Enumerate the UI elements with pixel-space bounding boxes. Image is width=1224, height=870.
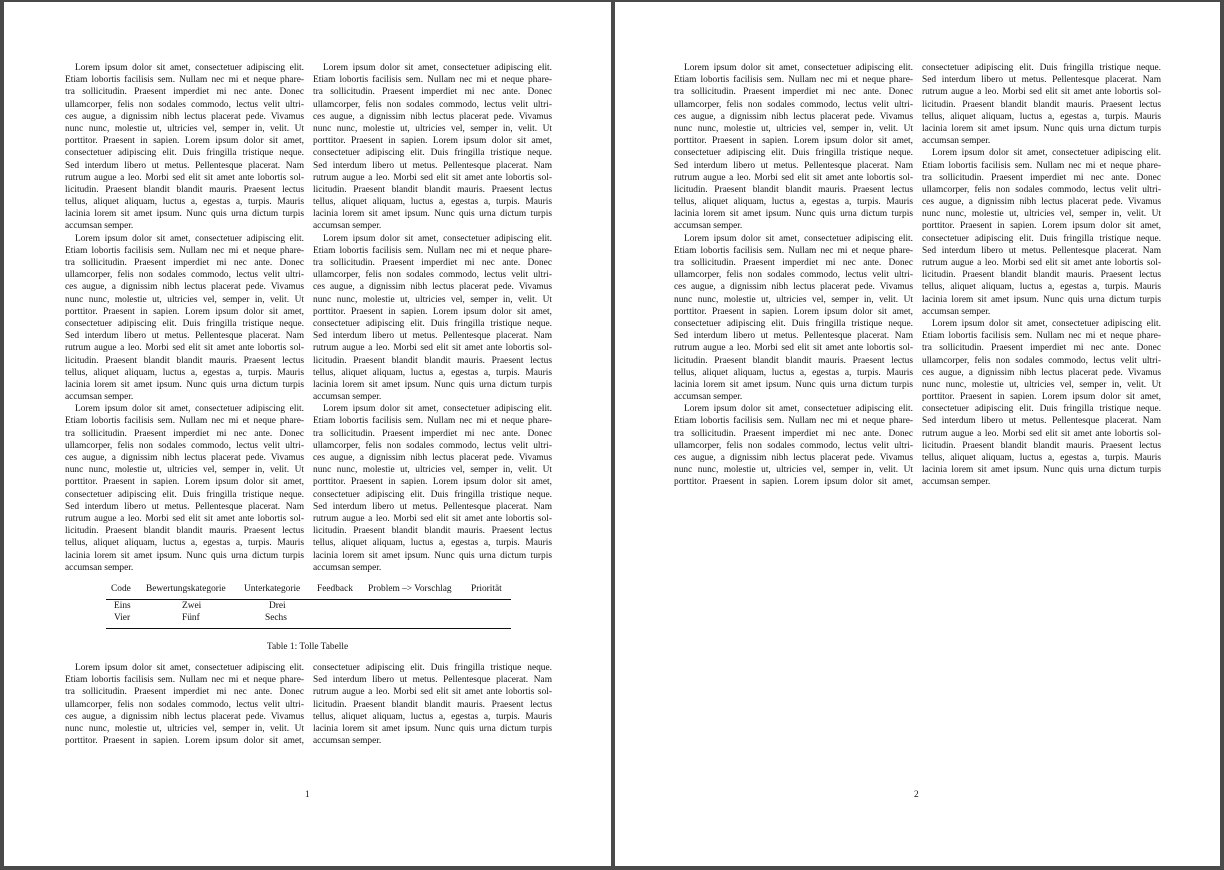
text-line: consectetuer adipiscing elit. Duis fringilla tristique neque. bbox=[65, 489, 304, 500]
text-line: tra sollicitudin. Praesent imperdiet mi nec ante. Donec bbox=[65, 87, 304, 98]
text-line: Sed interdum libero ut metus. Pellentesque placerat. Nam bbox=[313, 331, 552, 342]
table-cell: Fünf bbox=[182, 613, 200, 623]
text-line: nunc nunc, molestie ut, ultricies vel, semper in, velit. Ut bbox=[674, 294, 913, 305]
text-line: tellus, aliquet aliquam, luctus a, egestas a, turpis. Mauris bbox=[313, 367, 552, 378]
text-line: tellus, aliquet aliquam, luctus a, egestas a, turpis. Mauris bbox=[65, 197, 304, 208]
text-line: rutrum augue a leo. Morbi sed elit sit amet ante lobortis sol- bbox=[922, 258, 1161, 268]
text-line: nunc nunc, molestie ut, ultricies vel, semper in, velit. Ut bbox=[65, 465, 304, 476]
table-header-cell: Feedback bbox=[317, 584, 353, 594]
text-line: nunc nunc, molestie ut, ultricies vel, semper in, velit. Ut bbox=[313, 123, 552, 134]
text-line: ces augue, a dignissim nibh lectus placerat pede. Vivamus bbox=[674, 453, 913, 463]
text-line: Lorem ipsum dolor sit amet, consectetuer adipiscing elit. bbox=[75, 233, 304, 244]
text-line: ullamcorper, felis non sodales commodo, lectus velit ultri- bbox=[922, 355, 1161, 366]
page-1-left-column bbox=[65, 62, 304, 574]
text-line: Lorem ipsum dolor sit amet, consectetuer adipiscing elit. bbox=[932, 148, 1161, 159]
text-line: accumsan semper. bbox=[674, 392, 743, 403]
text-line: rutrum augue a leo. Morbi sed elit sit amet ante lobortis sol- bbox=[313, 172, 552, 183]
text-line: ces augue, a dignissim nibh lectus placerat pede. Vivamus bbox=[65, 711, 304, 722]
text-line: tra sollicitudin. Praesent imperdiet mi nec ante. Donec bbox=[65, 258, 304, 268]
table-header-row bbox=[106, 584, 511, 596]
text-line: Sed interdum libero ut metus. Pellentesque placerat. Nam bbox=[313, 675, 552, 686]
text-line: Sed interdum libero ut metus. Pellentesque placerat. Nam bbox=[922, 416, 1161, 427]
text-line: Lorem ipsum dolor sit amet, consectetuer adipiscing elit. bbox=[75, 663, 304, 673]
text-line: licitudin. Praesent blandit blandit mauris. Praesent lectus bbox=[313, 699, 552, 710]
table-header-cell: Unterkategorie bbox=[244, 584, 301, 594]
page-2-right-column bbox=[922, 62, 1161, 489]
text-line: accumsan semper. bbox=[922, 306, 991, 317]
text-line: Sed interdum libero ut metus. Pellentesque placerat. Nam bbox=[674, 331, 913, 342]
text-line: licitudin. Praesent blandit blandit mauris. Praesent lectus bbox=[65, 355, 304, 366]
text-line: Etiam lobortis facilisis sem. Nullam nec mi et neque phare- bbox=[313, 75, 552, 86]
text-line: porttitor. Praesent in sapien. Lorem ipsum dolor sit amet, bbox=[922, 392, 1161, 403]
text-line: nunc nunc, molestie ut, ultricies vel, semper in, velit. Ut bbox=[674, 123, 913, 134]
text-line: Sed interdum libero ut metus. Pellentesque placerat. Nam bbox=[65, 160, 304, 171]
text-line: accumsan semper. bbox=[313, 736, 382, 747]
text-line: lacinia lorem sit amet ipsum. Nunc quis urna dictum turpis bbox=[922, 465, 1161, 476]
table-header-cell: Priorität bbox=[471, 584, 502, 594]
text-line: porttitor. Praesent in sapien. Lorem ipsum dolor sit amet, bbox=[65, 477, 304, 488]
text-line: porttitor. Praesent in sapien. Lorem ipsum dolor sit amet, bbox=[65, 736, 304, 747]
text-line: consectetuer adipiscing elit. Duis fringilla tristique neque. bbox=[65, 318, 304, 329]
table-cell: Zwei bbox=[182, 601, 202, 611]
text-line: accumsan semper. bbox=[65, 562, 134, 573]
text-line: tra sollicitudin. Praesent imperdiet mi nec ante. Donec bbox=[313, 258, 552, 268]
text-line: licitudin. Praesent blandit blandit mauris. Praesent lectus bbox=[922, 270, 1161, 281]
table-cell: Sechs bbox=[265, 613, 287, 623]
text-line: Etiam lobortis facilisis sem. Nullam nec mi et neque phare- bbox=[65, 75, 304, 86]
text-line: porttitor. Praesent in sapien. Lorem ipsum dolor sit amet, bbox=[674, 136, 913, 147]
text-line: ces augue, a dignissim nibh lectus placerat pede. Vivamus bbox=[674, 111, 913, 122]
text-line: ces augue, a dignissim nibh lectus placerat pede. Vivamus bbox=[313, 111, 552, 122]
text-line: Lorem ipsum dolor sit amet, consectetuer adipiscing elit. bbox=[932, 318, 1161, 329]
text-line: ullamcorper, felis non sodales commodo, lectus velit ultri- bbox=[674, 270, 913, 281]
text-line: accumsan semper. bbox=[313, 221, 382, 232]
text-line: lacinia lorem sit amet ipsum. Nunc quis urna dictum turpis bbox=[65, 550, 304, 561]
text-line: nunc nunc, molestie ut, ultricies vel, semper in, velit. Ut bbox=[922, 209, 1161, 220]
text-line: Etiam lobortis facilisis sem. Nullam nec mi et neque phare- bbox=[674, 416, 913, 427]
table-bottom-rule bbox=[106, 628, 511, 629]
text-line: porttitor. Praesent in sapien. Lorem ipsum dolor sit amet, bbox=[65, 306, 304, 317]
text-line: tellus, aliquet aliquam, luctus a, egestas a, turpis. Mauris bbox=[922, 282, 1161, 293]
page-1-right-column bbox=[313, 62, 552, 574]
text-line: accumsan semper. bbox=[922, 136, 991, 147]
text-line: Lorem ipsum dolor sit amet, consectetuer adipiscing elit. bbox=[323, 404, 552, 415]
text-line: porttitor. Praesent in sapien. Lorem ipsum dolor sit amet, bbox=[313, 477, 552, 488]
text-line: tellus, aliquet aliquam, luctus a, egestas a, turpis. Mauris bbox=[313, 538, 552, 549]
text-line: accumsan semper. bbox=[922, 477, 991, 488]
text-line: Etiam lobortis facilisis sem. Nullam nec mi et neque phare- bbox=[674, 245, 913, 256]
text-line: consectetuer adipiscing elit. Duis fringilla tristique neque. bbox=[65, 148, 304, 159]
text-line: consectetuer adipiscing elit. Duis fringilla tristique neque. bbox=[313, 663, 552, 673]
table-cell: Eins bbox=[114, 601, 131, 611]
text-line: rutrum augue a leo. Morbi sed elit sit amet ante lobortis sol- bbox=[313, 687, 552, 698]
text-line: tellus, aliquet aliquam, luctus a, egestas a, turpis. Mauris bbox=[674, 367, 913, 378]
text-line: tra sollicitudin. Praesent imperdiet mi nec ante. Donec bbox=[674, 87, 913, 98]
text-line: porttitor. Praesent in sapien. Lorem ipsum dolor sit amet, bbox=[674, 306, 913, 317]
text-line: lacinia lorem sit amet ipsum. Nunc quis urna dictum turpis bbox=[674, 379, 913, 390]
text-line: Etiam lobortis facilisis sem. Nullam nec mi et neque phare- bbox=[922, 331, 1161, 342]
text-line: licitudin. Praesent blandit blandit mauris. Praesent lectus bbox=[313, 526, 552, 537]
text-line: porttitor. Praesent in sapien. Lorem ipsum dolor sit amet, bbox=[313, 136, 552, 147]
text-line: porttitor. Praesent in sapien. Lorem ipsum dolor sit amet, bbox=[65, 136, 304, 147]
text-line: ullamcorper, felis non sodales commodo, lectus velit ultri- bbox=[313, 440, 552, 451]
text-line: ullamcorper, felis non sodales commodo, lectus velit ultri- bbox=[674, 440, 913, 451]
text-line: Sed interdum libero ut metus. Pellentesque placerat. Nam bbox=[65, 501, 304, 512]
text-line: tra sollicitudin. Praesent imperdiet mi nec ante. Donec bbox=[65, 428, 304, 439]
text-line: nunc nunc, molestie ut, ultricies vel, semper in, velit. Ut bbox=[65, 123, 304, 134]
text-line: tra sollicitudin. Praesent imperdiet mi nec ante. Donec bbox=[674, 428, 913, 439]
text-line: Lorem ipsum dolor sit amet, consectetuer adipiscing elit. bbox=[684, 233, 913, 244]
text-line: Lorem ipsum dolor sit amet, consectetuer adipiscing elit. bbox=[684, 404, 913, 415]
text-line: tellus, aliquet aliquam, luctus a, egestas a, turpis. Mauris bbox=[65, 538, 304, 549]
text-line: ces augue, a dignissim nibh lectus placerat pede. Vivamus bbox=[313, 282, 552, 293]
text-line: Etiam lobortis facilisis sem. Nullam nec mi et neque phare- bbox=[922, 160, 1161, 171]
text-line: ces augue, a dignissim nibh lectus placerat pede. Vivamus bbox=[65, 111, 304, 122]
text-line: ullamcorper, felis non sodales commodo, lectus velit ultri- bbox=[313, 270, 552, 281]
text-line: licitudin. Praesent blandit blandit mauris. Praesent lectus bbox=[674, 184, 913, 195]
table-caption: Table 1: Tolle Tabelle bbox=[266, 642, 349, 652]
text-line: nunc nunc, molestie ut, ultricies vel, semper in, velit. Ut bbox=[65, 294, 304, 305]
text-line: licitudin. Praesent blandit blandit mauris. Praesent lectus bbox=[313, 355, 552, 366]
text-line: ullamcorper, felis non sodales commodo, lectus velit ultri- bbox=[65, 699, 304, 710]
text-line: Sed interdum libero ut metus. Pellentesque placerat. Nam bbox=[313, 501, 552, 512]
text-line: tra sollicitudin. Praesent imperdiet mi nec ante. Donec bbox=[674, 258, 913, 268]
page-number: 2 bbox=[914, 790, 919, 800]
text-line: Etiam lobortis facilisis sem. Nullam nec mi et neque phare- bbox=[65, 416, 304, 427]
page-number: 1 bbox=[305, 790, 310, 800]
text-line: rutrum augue a leo. Morbi sed elit sit amet ante lobortis sol- bbox=[65, 343, 304, 354]
text-line: lacinia lorem sit amet ipsum. Nunc quis urna dictum turpis bbox=[313, 550, 552, 561]
table-header-cell: Problem –> Vorschlag bbox=[368, 584, 452, 594]
text-line: lacinia lorem sit amet ipsum. Nunc quis urna dictum turpis bbox=[65, 379, 304, 390]
text-line: rutrum augue a leo. Morbi sed elit sit amet ante lobortis sol- bbox=[65, 513, 304, 524]
text-line: nunc nunc, molestie ut, ultricies vel, semper in, velit. Ut bbox=[674, 465, 913, 476]
text-line: consectetuer adipiscing elit. Duis fringilla tristique neque. bbox=[922, 233, 1161, 244]
text-line: lacinia lorem sit amet ipsum. Nunc quis urna dictum turpis bbox=[313, 723, 552, 734]
text-line: rutrum augue a leo. Morbi sed elit sit amet ante lobortis sol- bbox=[674, 343, 913, 354]
text-line: porttitor. Praesent in sapien. Lorem ipsum dolor sit amet, bbox=[674, 477, 913, 488]
text-line: tellus, aliquet aliquam, luctus a, egestas a, turpis. Mauris bbox=[674, 197, 913, 208]
text-line: accumsan semper. bbox=[313, 392, 382, 403]
text-line: ces augue, a dignissim nibh lectus placerat pede. Vivamus bbox=[922, 367, 1161, 378]
text-line: consectetuer adipiscing elit. Duis fringilla tristique neque. bbox=[313, 318, 552, 329]
text-line: consectetuer adipiscing elit. Duis fringilla tristique neque. bbox=[922, 63, 1161, 73]
text-line: ullamcorper, felis non sodales commodo, lectus velit ultri- bbox=[65, 440, 304, 451]
text-line: lacinia lorem sit amet ipsum. Nunc quis urna dictum turpis bbox=[313, 209, 552, 220]
text-line: licitudin. Praesent blandit blandit mauris. Praesent lectus bbox=[922, 440, 1161, 451]
text-line: Lorem ipsum dolor sit amet, consectetuer adipiscing elit. bbox=[323, 233, 552, 244]
text-line: Sed interdum libero ut metus. Pellentesque placerat. Nam bbox=[313, 160, 552, 171]
text-line: Sed interdum libero ut metus. Pellentesque placerat. Nam bbox=[65, 331, 304, 342]
text-line: porttitor. Praesent in sapien. Lorem ipsum dolor sit amet, bbox=[922, 221, 1161, 232]
text-line: porttitor. Praesent in sapien. Lorem ipsum dolor sit amet, bbox=[313, 306, 552, 317]
table-header-cell: Code bbox=[111, 584, 131, 594]
text-line: ces augue, a dignissim nibh lectus placerat pede. Vivamus bbox=[65, 282, 304, 293]
text-line: consectetuer adipiscing elit. Duis fringilla tristique neque. bbox=[674, 148, 913, 159]
text-line: licitudin. Praesent blandit blandit mauris. Praesent lectus bbox=[674, 355, 913, 366]
text-line: consectetuer adipiscing elit. Duis fringilla tristique neque. bbox=[922, 404, 1161, 415]
text-line: accumsan semper. bbox=[65, 392, 134, 403]
text-line: rutrum augue a leo. Morbi sed elit sit amet ante lobortis sol- bbox=[922, 428, 1161, 439]
text-line: tellus, aliquet aliquam, luctus a, egestas a, turpis. Mauris bbox=[313, 197, 552, 208]
text-line: licitudin. Praesent blandit blandit mauris. Praesent lectus bbox=[65, 526, 304, 537]
text-line: rutrum augue a leo. Morbi sed elit sit amet ante lobortis sol- bbox=[65, 172, 304, 183]
text-line: tra sollicitudin. Praesent imperdiet mi nec ante. Donec bbox=[65, 687, 304, 698]
text-line: Sed interdum libero ut metus. Pellentesque placerat. Nam bbox=[922, 75, 1161, 86]
text-line: ullamcorper, felis non sodales commodo, lectus velit ultri- bbox=[65, 99, 304, 110]
text-line: ullamcorper, felis non sodales commodo, lectus velit ultri- bbox=[313, 99, 552, 110]
text-line: ces augue, a dignissim nibh lectus placerat pede. Vivamus bbox=[922, 197, 1161, 208]
text-line: lacinia lorem sit amet ipsum. Nunc quis urna dictum turpis bbox=[65, 209, 304, 220]
page-1 bbox=[4, 2, 611, 866]
text-line: rutrum augue a leo. Morbi sed elit sit amet ante lobortis sol- bbox=[922, 87, 1161, 98]
text-line: accumsan semper. bbox=[65, 221, 134, 232]
text-line: tra sollicitudin. Praesent imperdiet mi nec ante. Donec bbox=[313, 428, 552, 439]
text-line: accumsan semper. bbox=[674, 221, 743, 232]
page-2 bbox=[615, 2, 1220, 866]
text-line: Etiam lobortis facilisis sem. Nullam nec mi et neque phare- bbox=[65, 675, 304, 686]
text-line: consectetuer adipiscing elit. Duis fringilla tristique neque. bbox=[674, 318, 913, 329]
text-line: consectetuer adipiscing elit. Duis fringilla tristique neque. bbox=[313, 489, 552, 500]
text-line: Lorem ipsum dolor sit amet, consectetuer adipiscing elit. bbox=[75, 404, 304, 415]
text-line: licitudin. Praesent blandit blandit mauris. Praesent lectus bbox=[65, 184, 304, 195]
text-line: tra sollicitudin. Praesent imperdiet mi nec ante. Donec bbox=[922, 343, 1161, 354]
text-line: rutrum augue a leo. Morbi sed elit sit amet ante lobortis sol- bbox=[313, 343, 552, 354]
text-line: ullamcorper, felis non sodales commodo, lectus velit ultri- bbox=[65, 270, 304, 281]
text-line: tellus, aliquet aliquam, luctus a, egestas a, turpis. Mauris bbox=[65, 367, 304, 378]
table-row bbox=[106, 613, 511, 625]
text-line: Lorem ipsum dolor sit amet, consectetuer adipiscing elit. bbox=[75, 63, 304, 73]
text-line: ullamcorper, felis non sodales commodo, lectus velit ultri- bbox=[922, 184, 1161, 195]
text-line: rutrum augue a leo. Morbi sed elit sit amet ante lobortis sol- bbox=[313, 513, 552, 524]
page-1-bottom-left-column bbox=[65, 662, 304, 747]
text-line: Sed interdum libero ut metus. Pellentesque placerat. Nam bbox=[922, 245, 1161, 256]
text-line: Lorem ipsum dolor sit amet, consectetuer adipiscing elit. bbox=[323, 63, 552, 73]
page-1-bottom-right-column bbox=[313, 662, 552, 747]
text-line: licitudin. Praesent blandit blandit mauris. Praesent lectus bbox=[922, 99, 1161, 110]
table-header-cell: Bewertungskategorie bbox=[146, 584, 226, 594]
table-row bbox=[106, 601, 511, 613]
table-mid-rule bbox=[106, 599, 511, 600]
data-table bbox=[106, 584, 511, 629]
text-line: Sed interdum libero ut metus. Pellentesque placerat. Nam bbox=[674, 160, 913, 171]
text-line: nunc nunc, molestie ut, ultricies vel, semper in, velit. Ut bbox=[922, 379, 1161, 390]
text-line: tra sollicitudin. Praesent imperdiet mi nec ante. Donec bbox=[922, 172, 1161, 183]
text-line: nunc nunc, molestie ut, ultricies vel, semper in, velit. Ut bbox=[313, 294, 552, 305]
text-line: Etiam lobortis facilisis sem. Nullam nec mi et neque phare- bbox=[313, 416, 552, 427]
text-line: nunc nunc, molestie ut, ultricies vel, semper in, velit. Ut bbox=[313, 465, 552, 476]
text-line: ullamcorper, felis non sodales commodo, lectus velit ultri- bbox=[674, 99, 913, 110]
text-line: tellus, aliquet aliquam, luctus a, egestas a, turpis. Mauris bbox=[313, 711, 552, 722]
text-line: lacinia lorem sit amet ipsum. Nunc quis urna dictum turpis bbox=[313, 379, 552, 390]
text-line: Etiam lobortis facilisis sem. Nullam nec mi et neque phare- bbox=[313, 245, 552, 256]
text-line: tra sollicitudin. Praesent imperdiet mi nec ante. Donec bbox=[313, 87, 552, 98]
text-line: Lorem ipsum dolor sit amet, consectetuer adipiscing elit. bbox=[684, 63, 913, 73]
page-2-left-column bbox=[674, 62, 913, 489]
text-line: tellus, aliquet aliquam, luctus a, egestas a, turpis. Mauris bbox=[922, 111, 1161, 122]
text-line: consectetuer adipiscing elit. Duis fringilla tristique neque. bbox=[313, 148, 552, 159]
text-line: lacinia lorem sit amet ipsum. Nunc quis urna dictum turpis bbox=[922, 123, 1161, 134]
text-line: tellus, aliquet aliquam, luctus a, egestas a, turpis. Mauris bbox=[922, 453, 1161, 463]
text-line: lacinia lorem sit amet ipsum. Nunc quis urna dictum turpis bbox=[674, 209, 913, 220]
text-line: lacinia lorem sit amet ipsum. Nunc quis urna dictum turpis bbox=[922, 294, 1161, 305]
text-line: nunc nunc, molestie ut, ultricies vel, semper in, velit. Ut bbox=[65, 723, 304, 734]
text-line: ces augue, a dignissim nibh lectus placerat pede. Vivamus bbox=[313, 453, 552, 463]
text-line: rutrum augue a leo. Morbi sed elit sit amet ante lobortis sol- bbox=[674, 172, 913, 183]
text-line: ces augue, a dignissim nibh lectus placerat pede. Vivamus bbox=[65, 453, 304, 463]
table-cell: Vier bbox=[114, 613, 131, 623]
table-cell: Drei bbox=[269, 601, 286, 611]
text-line: Etiam lobortis facilisis sem. Nullam nec mi et neque phare- bbox=[674, 75, 913, 86]
text-line: licitudin. Praesent blandit blandit mauris. Praesent lectus bbox=[313, 184, 552, 195]
text-line: ces augue, a dignissim nibh lectus placerat pede. Vivamus bbox=[674, 282, 913, 293]
text-line: Etiam lobortis facilisis sem. Nullam nec mi et neque phare- bbox=[65, 245, 304, 256]
text-line: accumsan semper. bbox=[313, 562, 382, 573]
